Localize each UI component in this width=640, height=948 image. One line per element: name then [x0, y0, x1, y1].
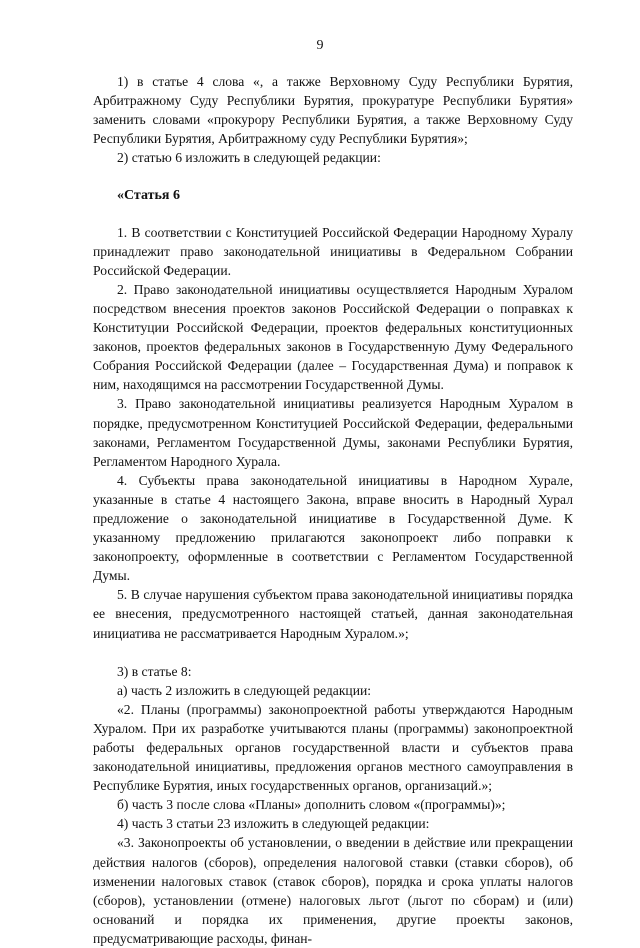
- page-number: 9: [316, 38, 324, 53]
- document-body: [93, 72, 573, 948]
- amendment-3a: а) часть 2 изложить в следующей редакции:: [117, 682, 372, 698]
- article-part-1: 1. В соответствии с Конституцией Российской Федерации Народному Хуралу принадлежит право законодательной инициативы в Федеральном Собрании Российской Федерации.: [93, 224, 573, 278]
- article-heading: «Статья 6: [117, 188, 180, 204]
- article-part-4: 4. Субъекты права законодательной инициативы в Народном Хурале, указанные в статье 4 настоящего Закона, вправе вносить в Народный Хурал предложение о законодательной инициативе в Государственной Думе. К указанному предложению прилагаются законопроект либо поправки к законопроекту, оформленные в соответствии с Регламентом Государственной Думы.: [93, 472, 573, 584]
- article-part-2: 2. Право законодательной инициативы осуществляется Народным Хуралом посредством внесения проектов законов Российской Федерации о поправках к Конституции Российской Федерации, проектов федеральных конституционных законов, проектов федеральных законов в Государственную Думу Федерального Собрания Российской Федерации (далее – Государственная Дума) и поправок к ним, находящимся на рассмотрении Государственной Думы.: [93, 281, 573, 393]
- paragraph-amendment-2: 2) статью 6 изложить в следующей редакции:: [117, 150, 381, 166]
- spacer: [93, 167, 573, 186]
- amendment-3a-text: «2. Планы (программы) законопроектной работы утверждаются Народным Хуралом. При их разработке учитываются планы (программы) законопроектной работы федеральных органов государственной власти и субъектов права законодательной инициативы, предложения органов местного самоуправления в Республике Бурятия, иных государственных органов, организаций.»;: [93, 701, 573, 794]
- spacer: [93, 643, 573, 662]
- paragraph-amendment-1: 1) в статье 4 слова «, а также Верховному Суду Республики Бурятия, Арбитражному Суду Республики Бурятия, прокуратуре Республики Бурятия» заменить словами «прокурору Республики Бурятия, а также Верховному Суду Республики Бурятия, Арбитражному суду Республики Бурятия»;: [93, 74, 573, 147]
- article-part-3: 3. Право законодательной инициативы реализуется Народным Хуралом в порядке, предусмотренном Конституцией Российской Федерации, федеральными законами, Регламентом Государственной Думы, законами Республики Бурятия, Регламентом Народного Хурала.: [93, 396, 573, 469]
- spacer: [93, 206, 573, 223]
- amendment-4: 4) часть 3 статьи 23 изложить в следующей редакции:: [117, 816, 430, 832]
- amendment-3b: б) часть 3 после слова «Планы» дополнить словом «(программы)»;: [117, 797, 506, 813]
- amendment-3: 3) в статье 8:: [117, 663, 192, 679]
- amendment-4-text: «3. Законопроекты об установлении, о введении в действие или прекращении действия налогов (сборов), определения налоговой ставки (ставки сборов), об изменении налоговых ставок (ставок сборов), порядка и срока уплаты налогов (сборов), установлении (отмене) налоговых льгот (льгот по сборам) и (или) оснований и порядка их применения, другие проекты законов, предусматривающие расходы, финан-: [93, 835, 573, 946]
- article-part-5: 5. В случае нарушения субъектом права законодательной инициативы порядка ее внесения, предусмотренного настоящей статьей, данная законодательная инициатива не рассматривается Народным Хуралом.»;: [93, 587, 573, 641]
